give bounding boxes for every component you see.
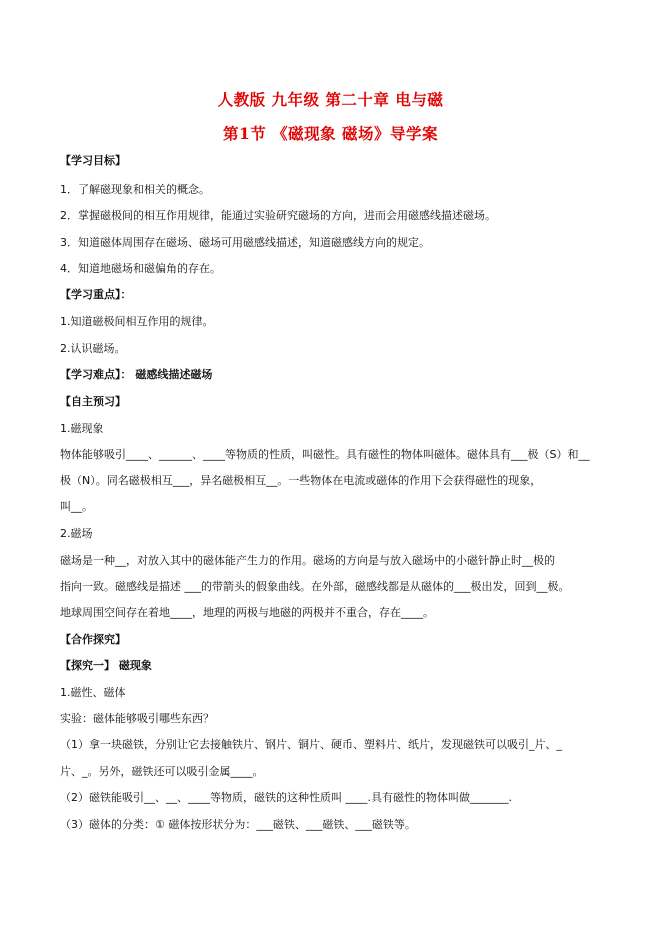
experiment-step-2: （2）磁铁能吸引__、__、____等物质，磁铁的这种性质叫 ____.具有磁性的物体叫做_______. (60, 791, 512, 804)
key-point-2: 2.认识磁场。 (60, 342, 126, 355)
section-heading-difficulty: 【学习难点】： 磁感线描述磁场 (60, 368, 213, 381)
objective-1: 1．了解磁现象和相关的概念。 (60, 183, 210, 196)
preview-subheading-field: 2.磁场 (60, 527, 93, 540)
doc-title: 人教版 九年级 第二十章 电与磁 (217, 90, 444, 109)
objective-4: 4．知道地磁场和磁偏角的存在。 (60, 262, 221, 275)
objective-2: 2．掌握磁极间的相互作用规律，能通过实验研究磁场的方向，进而会用磁感线描述磁场。 (60, 209, 496, 222)
inquiry-heading-1: 【探究一】 磁现象 (60, 659, 152, 672)
section-heading-objectives: 【学习目标】 (60, 154, 126, 167)
section-heading-preview: 【自主预习】 (60, 395, 126, 408)
experiment-step-3: （3）磁体的分类：① 磁体按形状分为：___磁铁、___磁铁、___磁铁等。 (60, 818, 416, 831)
experiment-step-1-cont: 片、_。另外，磁铁还可以吸引金属____。 (60, 765, 264, 778)
preview-text-line: 极（N）。同名磁极相互___，异名磁极相互__。一些物体在电流或磁体的作用下会获得磁性的现象， (60, 474, 542, 487)
preview-text-line: 磁场是一种__，对放入其中的磁体能产生力的作用。磁场的方向是与放入磁场中的小磁针静止时__极的 (60, 554, 555, 567)
preview-text-line: 物体能够吸引____、______、____等物质的性质，叫磁性。具有磁性的物体叫磁体。磁体具有___极（S）和__ (60, 448, 590, 461)
inquiry-subheading: 1.磁性、磁体 (60, 686, 126, 699)
preview-text-line: 地球周围空间存在着地____，地理的两极与地磁的两极并不重合，存在____。 (60, 606, 434, 619)
experiment-step-1: （1）拿一块磁铁，分别让它去接触铁片、钢片、铜片、硬币、塑料片、纸片，发现磁铁可以吸引_片、_ (60, 738, 562, 751)
section-heading-cooperative: 【合作探究】 (60, 633, 126, 646)
doc-subtitle: 第1节 《磁现象 磁场》导学案 (222, 124, 439, 143)
section-heading-key-points: 【学习重点】： (60, 288, 132, 301)
objective-3: 3．知道磁体周围存在磁场、磁场可用磁感线描述，知道磁感线方向的规定。 (60, 236, 430, 249)
experiment-question: 实验：磁体能够吸引哪些东西？ (60, 712, 214, 725)
preview-text-line: 指向一致。磁感线是描述 ___的带箭头的假象曲线。在外部，磁感线都是从磁体的___极出发，回到__极。 (60, 580, 570, 593)
key-point-1: 1.知道磁极间相互作用的规律。 (60, 315, 214, 328)
preview-text-line: 叫__。 (60, 500, 93, 513)
preview-subheading-magnetism: 1.磁现象 (60, 422, 104, 435)
